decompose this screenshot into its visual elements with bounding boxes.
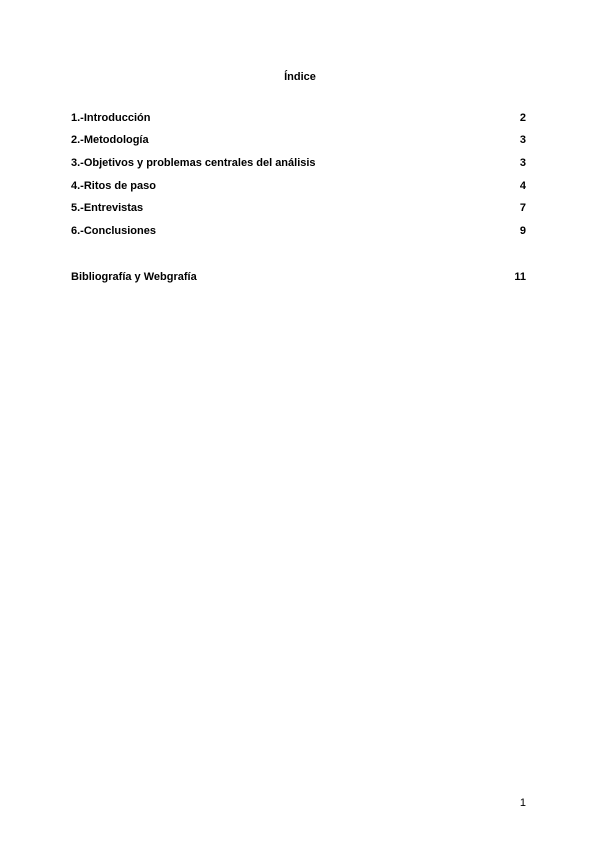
toc-entry-label: 6.-Conclusiones <box>71 225 156 237</box>
toc-entry-page: 3 <box>519 157 526 169</box>
toc-entry-page: 3 <box>519 134 526 146</box>
toc-entry-page: 4 <box>519 180 526 192</box>
toc-entry-page: 7 <box>519 202 526 214</box>
bibliography-entry <box>71 270 526 284</box>
toc-entry <box>71 179 526 193</box>
bibliography-label: Bibliografía y Webgrafía <box>71 271 197 283</box>
toc-entry <box>71 111 526 125</box>
toc-entry-page: 9 <box>519 225 526 237</box>
toc-entry <box>71 156 526 170</box>
toc-entry <box>71 224 526 238</box>
toc-entry-label: 3.-Objetivos y problemas centrales del análisis <box>71 157 316 169</box>
bibliography-page: 11 <box>514 271 526 283</box>
page-title: Índice <box>284 71 316 83</box>
toc-entry <box>71 201 526 215</box>
toc-entry-label: 2.-Metodología <box>71 134 149 146</box>
toc-entry-label: 4.-Ritos de paso <box>71 180 156 192</box>
toc-entry-label: 1.-Introducción <box>71 112 151 124</box>
toc-entry-page: 2 <box>519 112 526 124</box>
page-number: 1 <box>519 797 526 809</box>
toc-entry <box>71 133 526 147</box>
toc-entry-label: 5.-Entrevistas <box>71 202 144 214</box>
